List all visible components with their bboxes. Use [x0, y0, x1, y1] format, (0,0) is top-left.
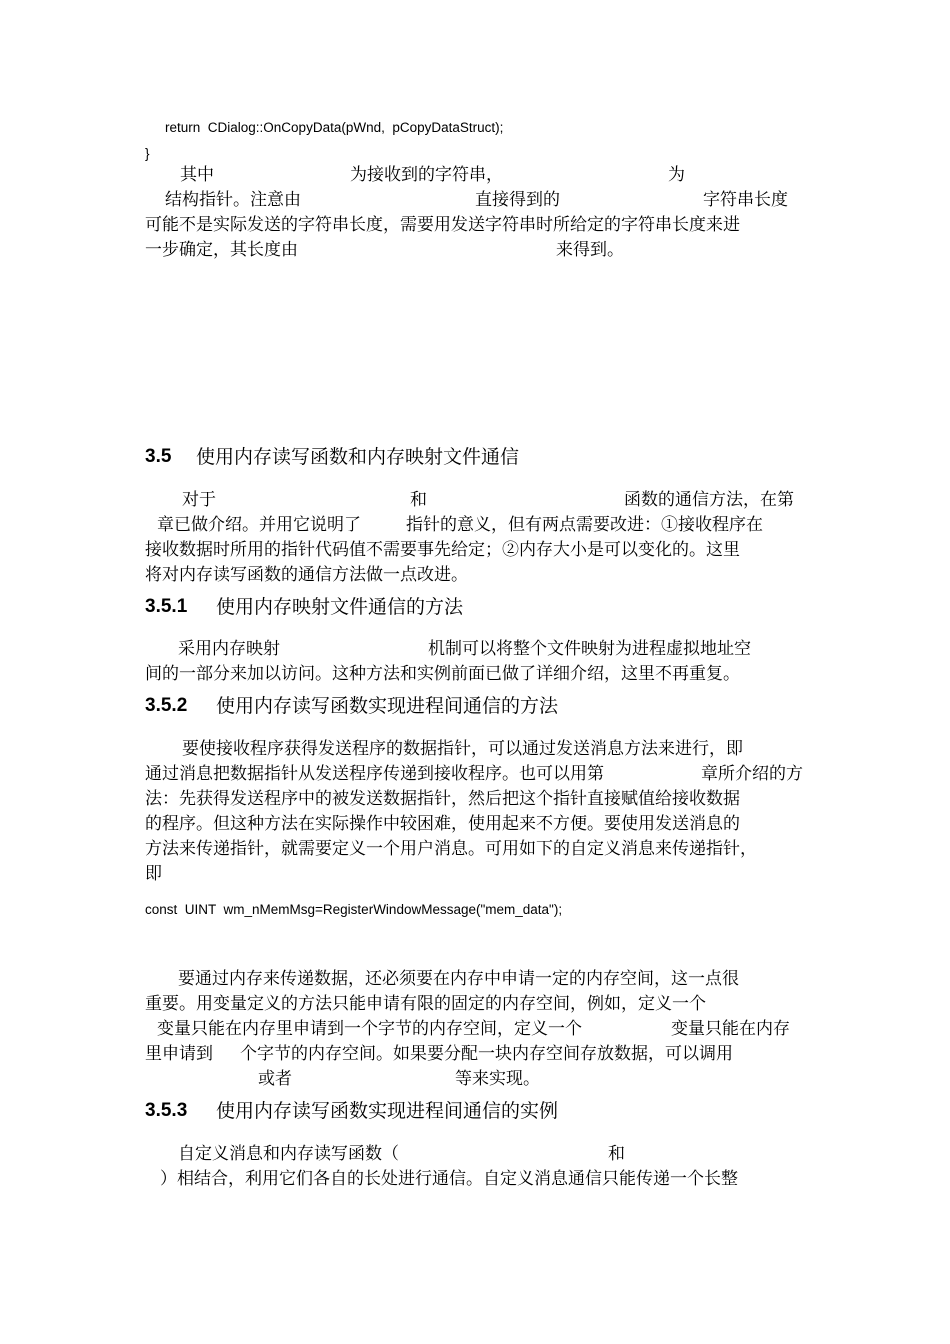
section-3-5-1-title: 使用内存映射文件通信的方法	[216, 596, 464, 618]
s352-line2-b: 章所介绍的方	[701, 764, 803, 784]
s351-line1-b: 机制可以将整个文件映射为进程虚拟地址空	[428, 639, 751, 659]
s352-p2-line5-b: 等来实现。	[455, 1069, 540, 1089]
intro-line2-b: 直接得到的	[475, 190, 560, 210]
section-3-5-1-number: 3.5.1	[145, 596, 188, 617]
s353-line1-b: 和	[608, 1144, 625, 1164]
s352-p2-line3-a: 变量只能在内存里申请到一个字节的内存空间，定义一个	[157, 1019, 582, 1039]
s353-line1-a: 自定义消息和内存读写函数（	[178, 1144, 399, 1164]
s35-line1-b: 和	[410, 490, 427, 510]
s353-line2: ）相结合，利用它们各自的长处进行通信。自定义消息通信只能传递一个长整	[160, 1169, 738, 1189]
s351-line1-a: 采用内存映射	[178, 639, 280, 659]
intro-line4-a: 一步确定，其长度由	[145, 240, 298, 260]
s35-line2-b: 指针的意义，但有两点需要改进：①接收程序在	[406, 515, 763, 535]
s352-line3: 法：先获得发送程序中的被发送数据指针，然后把这个指针直接赋值给接收数据	[145, 789, 740, 809]
s35-line3: 接收数据时所用的指针代码值不需要事先给定；②内存大小是可以变化的。这里	[145, 540, 740, 560]
intro-line4-b: 来得到。	[556, 240, 624, 260]
intro-line1-a: 其中	[180, 165, 214, 185]
s352-p2-line5-a: 或者	[258, 1069, 292, 1089]
s352-line6: 即	[145, 864, 162, 884]
s352-line2-a: 通过消息把数据指针从发送程序传递到接收程序。也可以用第	[145, 764, 604, 784]
code-return-line: return CDialog::OnCopyData(pWnd, pCopyDataStruct);	[165, 120, 504, 135]
s352-p2-line4-b: 个字节的内存空间。如果要分配一块内存空间存放数据，可以调用	[240, 1044, 733, 1064]
s35-line1-c: 函数的通信方法，在第	[624, 490, 794, 510]
s352-p2-line4-a: 里申请到	[145, 1044, 213, 1064]
section-3-5-title: 使用内存读写函数和内存映射文件通信	[196, 446, 520, 468]
s352-p2-line2: 重要。用变量定义的方法只能申请有限的固定的内存空间，例如，定义一个	[145, 994, 706, 1014]
code-closing-brace: }	[145, 146, 150, 161]
s35-line4: 将对内存读写函数的通信方法做一点改进。	[145, 565, 468, 585]
intro-line1-c: 为	[668, 165, 685, 185]
s352-line5: 方法来传递指针，就需要定义一个用户消息。可用如下的自定义消息来传递指针，	[145, 839, 757, 859]
code-register-message: const UINT wm_nMemMsg=RegisterWindowMessage("mem_data");	[145, 902, 563, 917]
section-3-5-2-title: 使用内存读写函数实现进程间通信的方法	[216, 695, 559, 717]
s351-line2: 间的一部分来加以访问。这种方法和实例前面已做了详细介绍，这里不再重复。	[145, 664, 740, 684]
intro-line2-c: 字符串长度	[703, 190, 788, 210]
section-3-5-3-title: 使用内存读写函数实现进程间通信的实例	[216, 1100, 559, 1122]
section-3-5-2-number: 3.5.2	[145, 695, 188, 716]
s352-p2-line1: 要通过内存来传递数据，还必须要在内存中申请一定的内存空间，这一点很	[178, 969, 739, 989]
s35-line1-a: 对于	[182, 490, 216, 510]
intro-line1-b: 为接收到的字符串，	[350, 165, 503, 185]
s352-line4: 的程序。但这种方法在实际操作中较困难，使用起来不方便。要使用发送消息的	[145, 814, 740, 834]
intro-line2-a: 结构指针。注意由	[165, 190, 301, 210]
s35-line2-a: 章已做介绍。并用它说明了	[157, 515, 361, 535]
s352-line1: 要使接收程序获得发送程序的数据指针，可以通过发送消息方法来进行，即	[182, 739, 743, 759]
intro-line3: 可能不是实际发送的字符串长度，需要用发送字符串时所给定的字符串长度来进	[145, 215, 740, 235]
section-3-5-number: 3.5	[145, 446, 172, 467]
s352-p2-line3-b: 变量只能在内存	[671, 1019, 790, 1039]
section-3-5-3-number: 3.5.3	[145, 1100, 188, 1121]
